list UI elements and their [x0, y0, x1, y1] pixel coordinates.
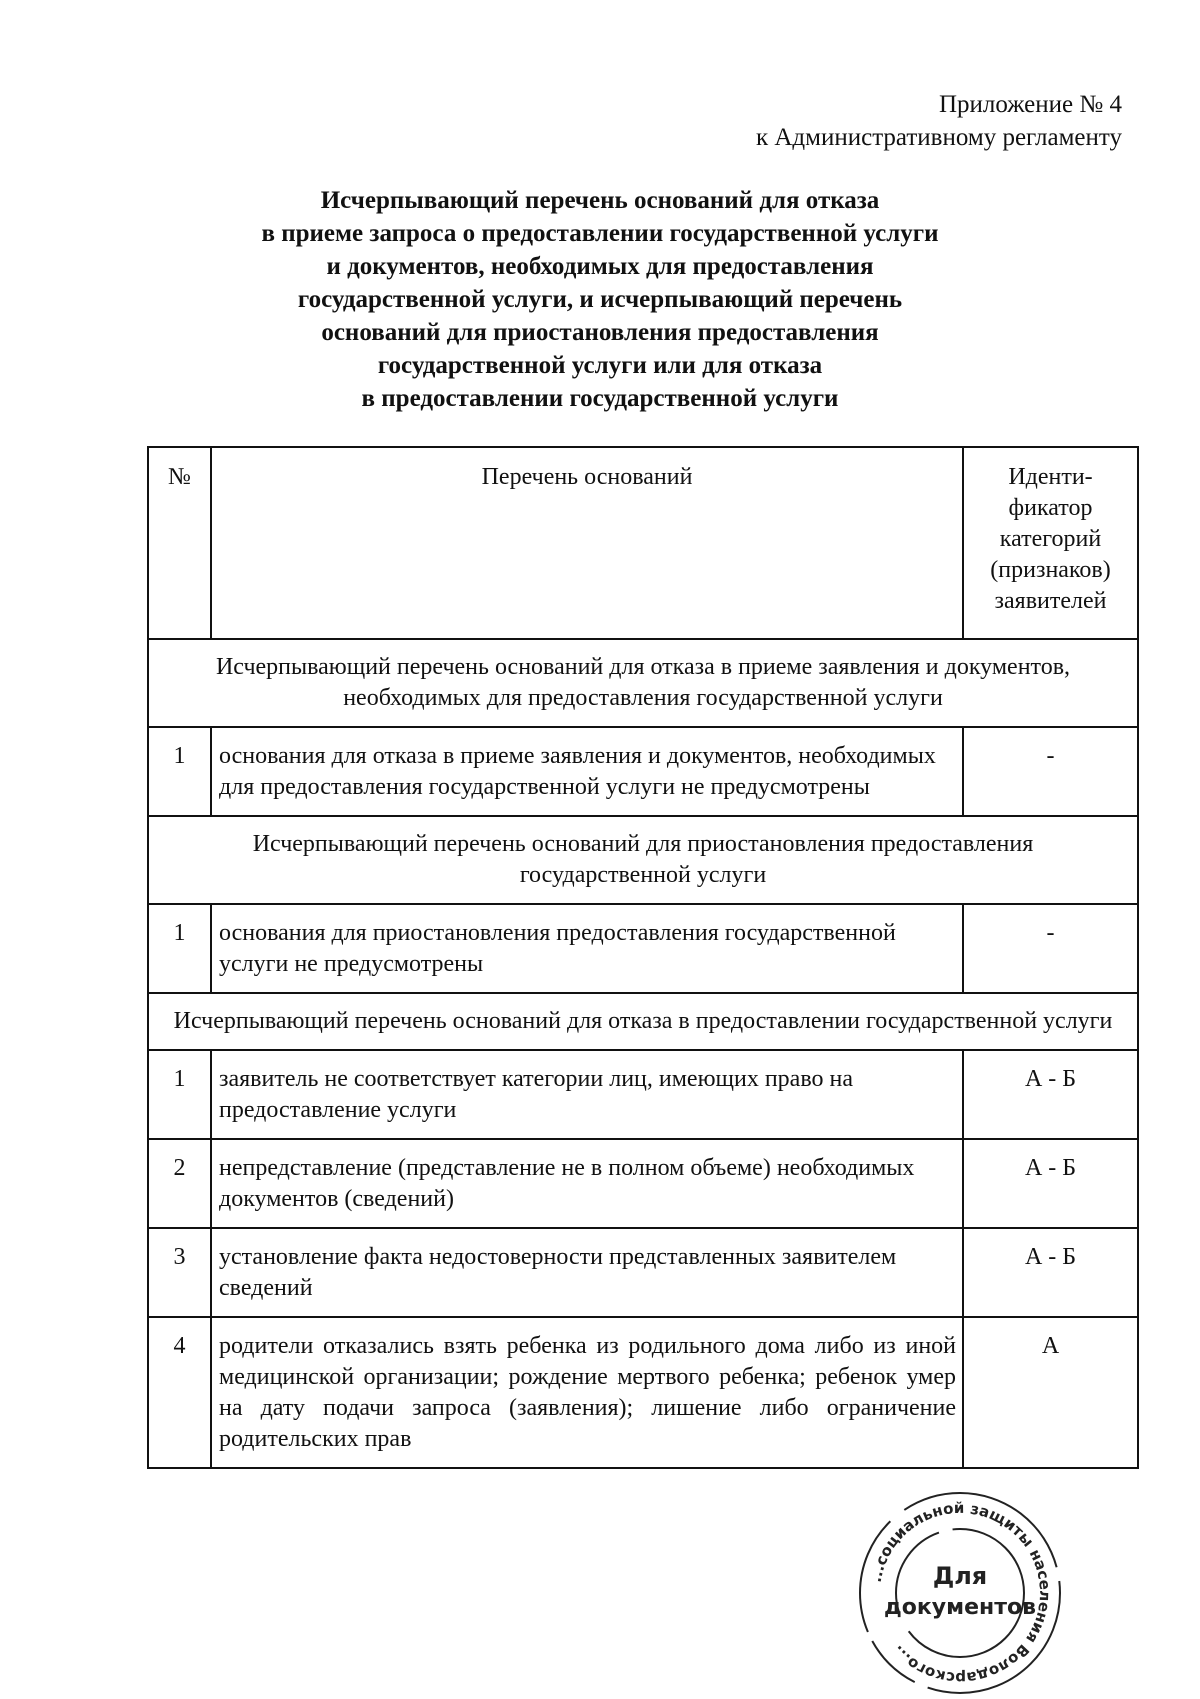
row-text: непредставление (представление не в полном объеме) необходимых документов (сведений)	[211, 1139, 963, 1228]
section-row	[148, 816, 1138, 904]
appendix-line-1: Приложение № 4	[938, 91, 1122, 118]
stamp-center-line-1: Для	[932, 1562, 988, 1590]
official-stamp	[855, 1488, 1065, 1698]
section-row	[148, 993, 1138, 1050]
header-identifier: Иденти-фикатор категорий (признаков) заявителей	[963, 447, 1138, 639]
row-text: заявитель не соответствует категории лиц, имеющих право на предоставление услуги	[211, 1050, 963, 1139]
row-identifier: А	[963, 1317, 1138, 1468]
row-num: 4	[148, 1317, 211, 1468]
row-text: основания для отказа в приеме заявления и документов, необходимых для предоставления государственной услуги не предусмотрены	[211, 727, 963, 816]
title-line: государственной услуги или для отказа	[377, 352, 823, 379]
row-text: установление факта недостоверности представленных заявителем сведений	[211, 1228, 963, 1317]
table-header-row	[148, 447, 1138, 639]
title-line: Исчерпывающий перечень оснований для отказа	[320, 187, 880, 214]
row-text: родители отказались взять ребенка из родильного дома либо из иной медицинской организации; рождение мертвого ребенка; ребенок умер на дату подачи запроса (заявления); лишение либо ограничение родительских прав	[211, 1317, 963, 1468]
stamp-ring-text: ...социальной защиты населения Володарского...	[866, 1498, 1055, 1688]
row-num: 1	[148, 1050, 211, 1139]
section-title: Исчерпывающий перечень оснований для отказа в приеме заявления и документов, необходимых для предоставления государственной услуги	[148, 639, 1138, 727]
grounds-table	[147, 446, 1139, 1469]
row-identifier: А - Б	[963, 1050, 1138, 1139]
stamp-inner-ring	[896, 1529, 1024, 1657]
table-row	[148, 727, 1138, 816]
title-line: в приеме запроса о предоставлении государственной услуги	[261, 220, 939, 247]
title-line: и документов, необходимых для предоставления	[326, 253, 874, 280]
header-num: №	[148, 447, 211, 639]
title-line: государственной услуги, и исчерпывающий перечень	[297, 286, 903, 313]
row-identifier: А - Б	[963, 1139, 1138, 1228]
stamp-outer-ring	[860, 1493, 1060, 1693]
header-grounds: Перечень оснований	[211, 447, 963, 639]
table-row	[148, 1139, 1138, 1228]
row-identifier: -	[963, 727, 1138, 816]
appendix-line-2: к Административному регламенту	[755, 124, 1122, 151]
appendix-note	[756, 88, 1122, 154]
table-row	[148, 1228, 1138, 1317]
document-title	[150, 184, 1050, 415]
stamp-center-line-2: документов	[883, 1595, 1037, 1620]
section-title: Исчерпывающий перечень оснований для приостановления предоставления государственной услуги	[148, 816, 1138, 904]
section-row	[148, 639, 1138, 727]
section-title: Исчерпывающий перечень оснований для отказа в предоставлении государственной услуги	[148, 993, 1138, 1050]
table-row	[148, 904, 1138, 993]
row-text: основания для приостановления предоставления государственной услуги не предусмотрены	[211, 904, 963, 993]
row-identifier: А - Б	[963, 1228, 1138, 1317]
row-num: 1	[148, 727, 211, 816]
row-identifier: -	[963, 904, 1138, 993]
row-num: 3	[148, 1228, 211, 1317]
table-row	[148, 1317, 1138, 1468]
row-num: 2	[148, 1139, 211, 1228]
title-line: оснований для приостановления предоставления	[321, 319, 879, 346]
row-num: 1	[148, 904, 211, 993]
table-row	[148, 1050, 1138, 1139]
title-line: в предоставлении государственной услуги	[361, 385, 839, 412]
